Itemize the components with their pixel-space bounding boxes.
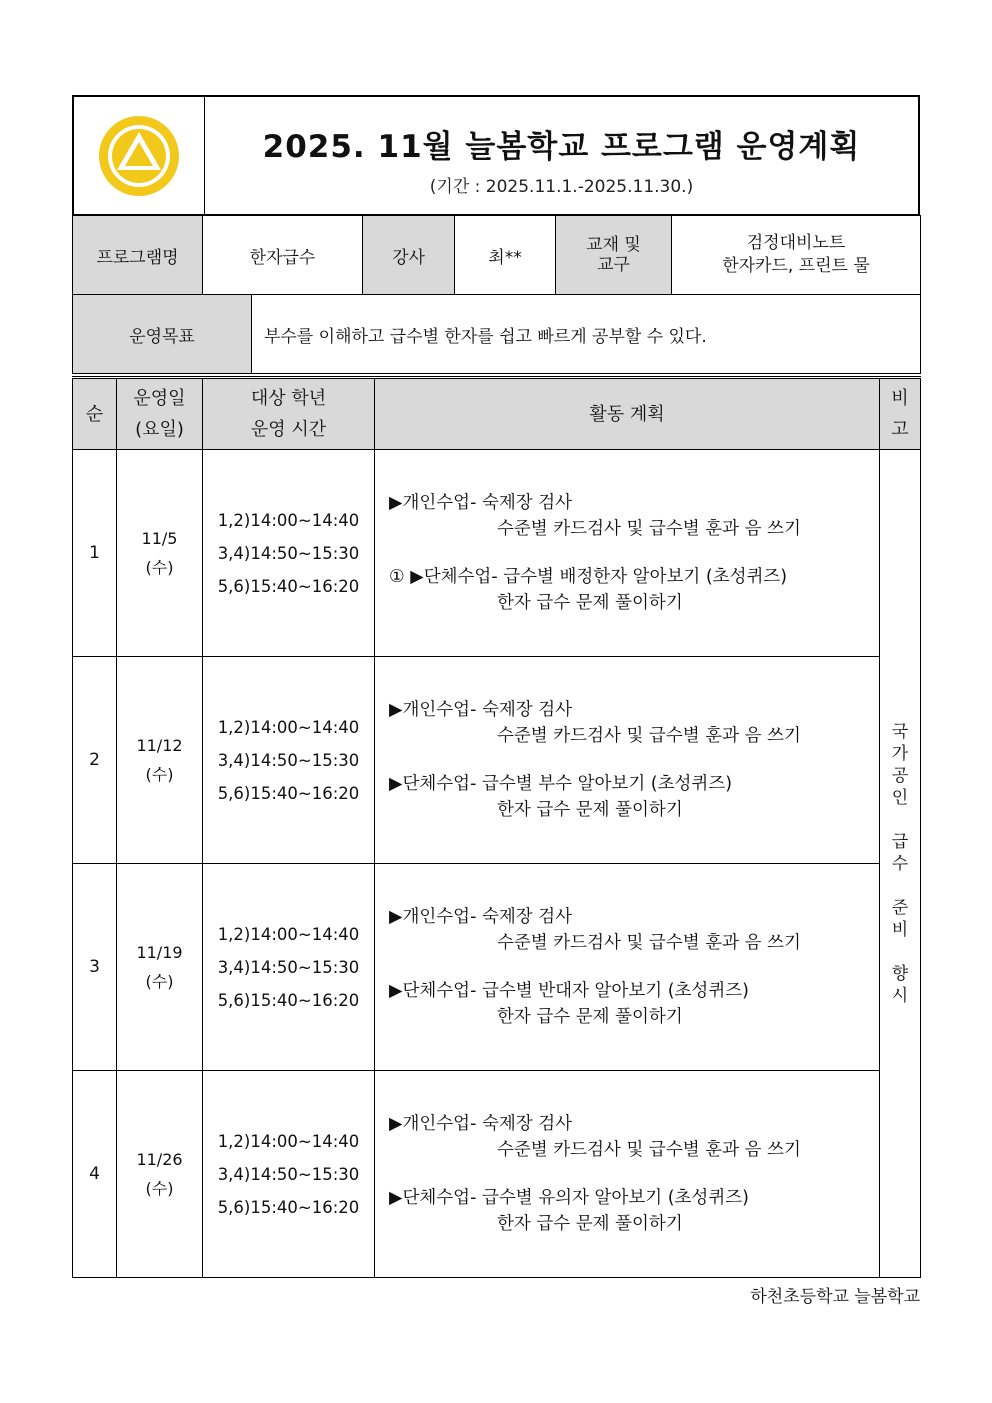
activity-line-3: ▶단체수업- 급수별 유의자 알아보기 (초성퀴즈) [389,1188,749,1208]
note-char: 국 [891,721,909,742]
schedule-row [73,864,921,1071]
note-char: 향 [891,963,909,984]
row-day-value: (수) [145,1179,174,1198]
row-time-1: 1,2)14:00~14:40 [217,924,360,944]
row-time-1: 1,2)14:00~14:40 [217,1131,360,1151]
row-date-value: 11/12 [136,736,183,755]
activity-line-2: 수준별 카드검사 및 급수별 훈과 음 쓰기 [497,933,801,953]
info-table [72,215,921,295]
date-header-line2: (요일) [135,419,184,440]
row-seq: 1 [73,450,117,657]
row-seq: 3 [73,864,117,1071]
row-date [117,1071,203,1278]
row-times [203,864,375,1071]
materials-label-line1: 교재 및 [586,235,641,255]
time-header-line2: 운영 시간 [250,419,327,440]
row-time-1: 1,2)14:00~14:40 [217,510,360,530]
row-date [117,657,203,864]
row-day-value: (수) [145,765,174,784]
date-header-line1: 운영일 [133,388,186,409]
schedule-table [72,376,921,1278]
row-times [203,657,375,864]
schedule-row [73,1071,921,1278]
note-char: 공 [891,765,909,786]
row-date-value: 11/26 [136,1150,183,1169]
note-char: 가 [891,743,909,764]
seq-header: 순 [73,378,117,450]
activity-line-1: ▶개인수업- 숙제장 검사 [389,907,573,927]
header-block [72,95,920,216]
goal-table [72,294,921,374]
note-char: 수 [891,853,909,874]
schedule-header-row [73,378,921,450]
goal-label: 운영목표 [73,295,252,374]
teacher-label: 강사 [363,216,455,295]
note-vertical-text [880,721,920,1007]
row-date-value: 11/19 [136,943,183,962]
note-char: 인 [891,787,909,808]
row-activity [375,657,880,864]
note-char: 비 [891,919,909,940]
activity-line-4: 한자 급수 문제 풀이하기 [497,800,683,820]
row-activity [375,450,880,657]
row-time-2: 3,4)14:50~15:30 [217,1164,360,1184]
row-date [117,450,203,657]
date-header [117,378,203,450]
title-area [205,97,918,214]
page-title: 2025. 11월 늘봄학교 프로그램 운영계획 [262,128,861,165]
time-header-line1: 대상 학년 [250,388,327,409]
program-label: 프로그램명 [73,216,203,295]
row-activity [375,864,880,1071]
row-times [203,1071,375,1278]
materials-value-line2: 한자카드, 프린트 물 [722,256,870,276]
materials-value-line1: 검정대비노트 [746,233,846,253]
row-time-3: 5,6)15:40~16:20 [217,990,360,1010]
row-seq: 2 [73,657,117,864]
row-date-value: 11/5 [141,529,178,548]
activity-line-3: ① ▶단체수업- 급수별 배정한자 알아보기 (초성퀴즈) [389,567,788,587]
activity-line-1: ▶개인수업- 숙제장 검사 [389,700,573,720]
activity-line-1: ▶개인수업- 숙제장 검사 [389,1114,573,1134]
row-time-2: 3,4)14:50~15:30 [217,957,360,977]
footer-school-name: 하천초등학교 늘봄학교 [750,1287,920,1307]
note-header [880,378,921,450]
row-times [203,450,375,657]
row-activity [375,1071,880,1278]
note-char: 급 [891,831,909,852]
row-seq: 4 [73,1071,117,1278]
schedule-row [73,450,921,657]
note-char: 준 [891,897,909,918]
materials-label [556,216,672,295]
school-logo-icon [97,114,181,198]
program-value: 한자급수 [203,216,363,295]
row-day-value: (수) [145,558,174,577]
row-time-2: 3,4)14:50~15:30 [217,750,360,770]
row-time-3: 5,6)15:40~16:20 [217,576,360,596]
materials-value [672,216,921,295]
schedule-row [73,657,921,864]
activity-line-4: 한자 급수 문제 풀이하기 [497,1007,683,1027]
row-time-1: 1,2)14:00~14:40 [217,717,360,737]
activity-line-2: 수준별 카드검사 및 급수별 훈과 음 쓰기 [497,1140,801,1160]
activity-line-2: 수준별 카드검사 및 급수별 훈과 음 쓰기 [497,519,801,539]
row-time-3: 5,6)15:40~16:20 [217,783,360,803]
row-time-2: 3,4)14:50~15:30 [217,543,360,563]
school-logo [74,97,205,214]
teacher-value: 최** [455,216,556,295]
activity-line-3: ▶단체수업- 급수별 반대자 알아보기 (초성퀴즈) [389,981,749,1001]
row-time-3: 5,6)15:40~16:20 [217,1197,360,1217]
activity-line-1: ▶개인수업- 숙제장 검사 [389,493,573,513]
note-char: 시 [891,985,909,1006]
row-day-value: (수) [145,972,174,991]
note-header-line1: 비 [891,388,909,409]
activity-line-2: 수준별 카드검사 및 급수별 훈과 음 쓰기 [497,726,801,746]
materials-label-line2: 교구 [597,255,630,275]
period-text: (기간 : 2025.11.1.-2025.11.30.) [429,176,694,197]
note-header-line2: 고 [891,419,909,440]
goal-text: 부수를 이해하고 급수별 한자를 쉽고 빠르게 공부할 수 있다. [252,295,921,374]
time-header [203,378,375,450]
activity-line-4: 한자 급수 문제 풀이하기 [497,593,683,613]
row-date [117,864,203,1071]
note-cell [880,450,921,1278]
activity-line-4: 한자 급수 문제 풀이하기 [497,1214,683,1234]
activity-line-3: ▶단체수업- 급수별 부수 알아보기 (초성퀴즈) [389,774,733,794]
activity-header: 활동 계획 [375,378,880,450]
